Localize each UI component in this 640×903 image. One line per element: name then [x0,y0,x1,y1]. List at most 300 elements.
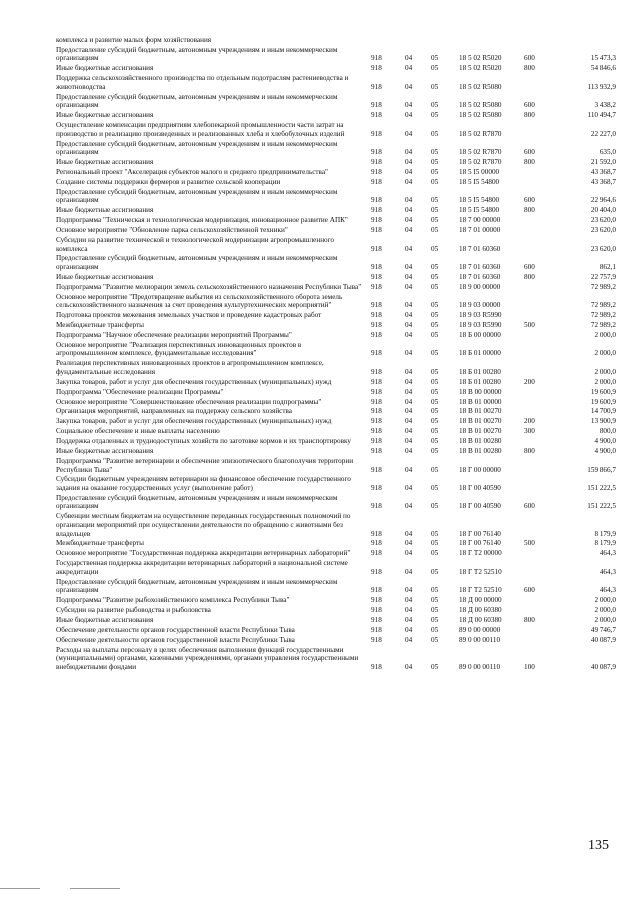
row-target-article: 18 7 01 60360 [459,272,501,281]
row-section: 04 [405,311,413,320]
row-target-article: 18 5 02 R7870 [459,148,502,157]
row-subsection: 05 [431,64,439,73]
table-row [56,168,616,177]
table-row [56,188,616,205]
row-ministry-code: 918 [371,447,382,456]
scan-edge [70,888,120,889]
row-ministry-code: 918 [371,226,382,235]
row-amount: 72 989,2 [590,311,616,320]
row-amount: 40 087,9 [590,635,616,644]
row-subsection: 05 [431,484,439,492]
row-target-article: 18 В 00 00000 [459,387,502,396]
row-subsection: 05 [431,596,439,605]
row-subsection: 05 [431,437,439,446]
row-name: Субсидии бюджетным учреждениям ветеринарии на финансовое обеспечение государственного задания на оказание государственных услуг (выполнение работ) [56,475,351,492]
row-section: 04 [405,447,413,456]
row-section: 04 [405,129,413,138]
row-section: 04 [405,625,413,634]
row-name: Иные бюджетные ассигнования [56,615,154,624]
table-row [56,359,616,376]
row-subsection: 05 [431,615,439,624]
row-section: 04 [405,549,413,558]
row-name: Расходы на выплаты персоналу в целях обеспечения выполнения функций государственными (муниципальными) органами, казенными учреждениями, органами управления государственными внебюджетными фондами [56,645,359,671]
row-amount: 2 000,0 [594,349,616,358]
row-section: 04 [405,82,413,91]
row-subsection: 05 [431,502,439,511]
row-amount: 464,3 [599,586,616,595]
table-row [56,283,616,292]
row-ministry-code: 918 [371,606,382,615]
row-section: 04 [405,407,413,416]
row-subsection: 05 [431,567,439,576]
row-target-article: 18 Б 00 00000 [459,330,501,339]
row-name: комплекса и развитие малых форм хозяйствования [56,36,212,44]
row-ministry-code: 918 [371,272,382,281]
row-expense-type: 800 [524,158,535,167]
row-subsection: 05 [431,216,439,225]
row-name: Предоставление субсидий бюджетным, автономным учреждениям и иным некоммерческим организациям [56,92,338,110]
row-section: 04 [405,586,413,595]
row-target-article: 18 В 01 00270 [459,407,502,416]
table-row [56,121,616,138]
table-row [56,111,616,120]
row-section: 04 [405,321,413,330]
row-amount: 113 932,9 [587,82,616,91]
row-ministry-code: 918 [371,484,382,492]
row-subsection: 05 [431,263,439,271]
row-ministry-code: 918 [371,311,382,320]
row-expense-type: 600 [524,101,535,110]
row-target-article: 18 5 02 R5080 [459,111,502,120]
row-ministry-code: 918 [371,625,382,634]
row-amount: 2 000,0 [594,330,616,339]
row-expense-type: 800 [524,615,535,624]
table-row [56,457,616,474]
row-section: 04 [405,282,413,291]
row-target-article: 18 5 02 R5020 [459,64,502,73]
row-section: 04 [405,216,413,225]
row-ministry-code: 918 [371,502,382,511]
row-subsection: 05 [431,177,439,186]
row-section: 04 [405,54,413,63]
row-subsection: 05 [431,662,439,671]
row-name: Закупка товаров, работ и услуг для обеспечения государственных (муниципальных) нужд [56,377,332,386]
row-name: Иные бюджетные ассигнования [56,64,154,73]
row-target-article: 18 5 02 R7870 [459,158,502,167]
row-subsection: 05 [431,111,439,120]
table-row [56,216,616,225]
row-ministry-code: 918 [371,82,382,91]
row-expense-type: 200 [524,377,535,386]
row-name: Обеспечение деятельности органов государственной власти Республики Тыва [56,625,295,634]
table-row [56,140,616,157]
row-subsection: 05 [431,417,439,426]
row-name: Подпрограмма "Развитие ветеринарии и обеспечение эпизоотического благополучия территории Республики Тыва" [56,456,354,474]
row-ministry-code: 918 [371,387,382,396]
row-ministry-code: 918 [371,549,382,558]
row-ministry-code: 918 [371,111,382,120]
table-row [56,321,616,330]
row-ministry-code: 918 [371,167,382,176]
row-subsection: 05 [431,167,439,176]
row-name: Межбюджетные трансферты [56,321,144,330]
row-name: Подпрограмма "Техническая и технологическая модернизация, инновационное развитие АПК" [56,216,348,225]
row-expense-type: 100 [524,662,535,671]
row-subsection: 05 [431,101,439,110]
row-amount: 151 222,5 [587,484,616,492]
budget-table [56,36,616,856]
table-row [56,636,616,645]
table-row [56,447,616,456]
row-amount: 54 846,6 [590,64,616,73]
row-expense-type: 800 [524,111,535,120]
row-subsection: 05 [431,635,439,644]
row-ministry-code: 918 [371,586,382,595]
row-name: Субсидии на развитие технической и технологической модернизации агропромышленного комплекса [56,235,335,253]
row-target-article: 18 Д 00 00000 [459,596,502,605]
row-section: 04 [405,635,413,644]
row-subsection: 05 [431,206,439,215]
row-expense-type: 600 [524,148,535,157]
row-section: 04 [405,148,413,157]
row-section: 04 [405,330,413,339]
row-target-article: 18 В 01 00270 [459,427,502,436]
row-amount: 40 087,9 [590,662,616,671]
row-amount: 8 179,9 [594,529,616,538]
row-ministry-code: 918 [371,244,382,253]
table-row [56,407,616,416]
row-ministry-code: 918 [371,465,382,474]
row-amount: 3 438,2 [594,101,616,110]
row-name: Предоставление субсидий бюджетным, автономным учреждениям и иным некоммерческим организациям [56,45,338,63]
table-row [56,93,616,110]
row-target-article: 18 В 01 00000 [459,397,502,406]
row-target-article: 18 Б 01 00280 [459,367,501,376]
row-amount: 21 592,0 [590,158,616,167]
row-target-article: 18 Г 00 00000 [459,465,501,474]
row-section: 04 [405,465,413,474]
table-row [56,331,616,340]
row-ministry-code: 918 [371,129,382,138]
row-section: 04 [405,397,413,406]
row-section: 04 [405,567,413,576]
row-target-article: 18 5 I5 54800 [459,196,500,205]
row-expense-type: 600 [524,54,535,63]
row-subsection: 05 [431,539,439,548]
row-target-article: 18 Г Т2 52510 [459,586,502,595]
row-target-article: 18 Д 00 60380 [459,606,502,615]
row-amount: 464,3 [599,549,616,558]
row-ministry-code: 918 [371,567,382,576]
row-name: Подготовка проектов межевания земельных участков и проведение кадастровых работ [56,311,322,320]
row-expense-type: 600 [524,196,535,205]
row-target-article: 18 5 02 R5020 [459,54,502,63]
row-name: Создание системы поддержки фермеров и развитие сельской кооперации [56,177,281,186]
row-section: 04 [405,387,413,396]
row-section: 04 [405,64,413,73]
row-ministry-code: 918 [371,397,382,406]
row-amount: 2 000,0 [594,596,616,605]
row-section: 04 [405,417,413,426]
row-section: 04 [405,662,413,671]
table-row [56,254,616,271]
row-subsection: 05 [431,529,439,538]
row-subsection: 05 [431,321,439,330]
row-amount: 15 473,3 [590,54,616,63]
table-row [56,388,616,397]
row-subsection: 05 [431,427,439,436]
page-number: 135 [588,838,609,853]
row-subsection: 05 [431,549,439,558]
row-ministry-code: 918 [371,529,382,538]
table-row [56,273,616,282]
row-target-article: 18 9 00 00000 [459,282,501,291]
table-row [56,64,616,73]
row-target-article: 18 9 03 R5990 [459,321,502,330]
row-ministry-code: 918 [371,177,382,186]
row-section: 04 [405,226,413,235]
row-ministry-code: 918 [371,596,382,605]
row-name: Обеспечение деятельности органов государственной власти Республики Тыва [56,635,295,644]
row-amount: 464,3 [599,567,616,576]
table-row [56,596,616,605]
row-ministry-code: 918 [371,407,382,416]
row-subsection: 05 [431,129,439,138]
row-expense-type: 600 [524,502,535,511]
table-row [56,427,616,436]
table-row [56,378,616,387]
table-row [56,616,616,625]
row-expense-type: 800 [524,447,535,456]
row-expense-type: 800 [524,64,535,73]
row-name: Предоставление субсидий бюджетным, автономным учреждениям и иным некоммерческим организациям [56,254,338,271]
row-amount: 2 000,0 [594,377,616,386]
row-name: Региональный проект "Акселерация субъектов малого и среднего предпринимательства" [56,167,328,176]
row-target-article: 18 5 I5 00000 [459,167,500,176]
row-name: Закупка товаров, работ и услуг для обеспечения государственных (муниципальных) нужд [56,417,332,426]
row-amount: 862,1 [599,263,616,271]
row-target-article: 18 9 03 00000 [459,301,501,310]
row-ministry-code: 918 [371,662,382,671]
row-ministry-code: 918 [371,301,382,310]
row-ministry-code: 918 [371,635,382,644]
row-target-article: 18 5 I5 54800 [459,206,500,215]
row-target-article: 18 Д 00 60380 [459,615,502,624]
row-subsection: 05 [431,465,439,474]
row-amount: 23 620,0 [590,216,616,225]
row-ministry-code: 918 [371,349,382,358]
row-target-article: 18 7 01 60360 [459,244,501,253]
row-target-article: 89 0 00 00110 [459,662,501,671]
row-section: 04 [405,206,413,215]
table-row [56,178,616,187]
row-section: 04 [405,502,413,511]
row-subsection: 05 [431,272,439,281]
table-row [56,36,616,45]
table-row [56,559,616,576]
row-target-article: 89 0 00 00000 [459,625,501,634]
table-row [56,539,616,548]
row-name: Социальное обеспечение и иные выплаты населению [56,427,220,436]
row-ministry-code: 918 [371,148,382,157]
table-row [56,646,616,672]
row-target-article: 18 Г 00 76140 [459,539,501,548]
row-target-article: 18 9 03 R5990 [459,311,502,320]
row-subsection: 05 [431,397,439,406]
row-name: Иные бюджетные ассигнования [56,272,154,281]
row-target-article: 18 5 02 R5080 [459,82,502,91]
table-row [56,293,616,310]
row-name: Подпрограмма "Развитие мелиорации земель сельскохозяйственного назначения Республики Тыва" [56,282,362,291]
row-amount: 2 000,0 [594,615,616,624]
row-expense-type: 500 [524,321,535,330]
row-name: Организация мероприятий, направленных на поддержку сельского хозяйства [56,407,292,416]
row-subsection: 05 [431,625,439,634]
row-section: 04 [405,167,413,176]
row-amount: 110 494,7 [587,111,616,120]
row-subsection: 05 [431,311,439,320]
row-expense-type: 500 [524,539,535,548]
row-ministry-code: 918 [371,417,382,426]
table-row [56,158,616,167]
row-subsection: 05 [431,82,439,91]
row-name: Субсидии на развитие рыбоводства и рыболовства [56,606,211,615]
row-name: Основное мероприятие "Реализация перспективных инновационных проектов в агропромышленном комплексе, фундаментальные исследования" [56,340,302,358]
row-name: Государственная поддержка аккредитации ветеринарных лабораторий в национальной системе аккредитации [56,559,348,576]
row-amount: 23 620,0 [590,226,616,235]
row-subsection: 05 [431,330,439,339]
row-subsection: 05 [431,54,439,63]
row-target-article: 18 Г Т2 52510 [459,567,502,576]
row-ministry-code: 918 [371,427,382,436]
row-amount: 72 989,2 [590,282,616,291]
row-name: Предоставление субсидий бюджетным, автономным учреждениям и иным некоммерческим организациям [56,577,338,595]
row-amount: 2 000,0 [594,606,616,615]
table-row [56,475,616,492]
row-target-article: 18 Б 01 00280 [459,377,501,386]
table-row [56,549,616,558]
row-ministry-code: 918 [371,64,382,73]
table-row [56,398,616,407]
row-name: Основное мероприятие "Предотвращение выбытия из сельскохозяйственного оборота земель сельскохозяйственного назначения за счет проведения культуртехнических мероприятий" [56,292,343,310]
row-target-article: 18 Г 00 76140 [459,529,501,538]
row-amount: 151 222,5 [587,502,616,511]
row-amount: 49 746,7 [590,625,616,634]
table-row [56,74,616,91]
row-ministry-code: 918 [371,615,382,624]
row-section: 04 [405,301,413,310]
row-subsection: 05 [431,447,439,456]
row-subsection: 05 [431,148,439,157]
row-amount: 22 227,0 [590,129,616,138]
row-section: 04 [405,437,413,446]
row-amount: 22 964,6 [590,196,616,205]
row-subsection: 05 [431,196,439,205]
row-section: 04 [405,427,413,436]
table-row [56,626,616,635]
row-name: Основное мероприятие "Обновление парка сельскохозяйственной техники" [56,226,288,235]
row-section: 04 [405,177,413,186]
row-name: Иные бюджетные ассигнования [56,158,154,167]
row-subsection: 05 [431,158,439,167]
row-amount: 4 900,0 [594,447,616,456]
row-ministry-code: 918 [371,330,382,339]
row-target-article: 18 7 00 00000 [459,216,501,225]
row-ministry-code: 918 [371,54,382,63]
row-target-article: 18 В 01 00280 [459,437,502,446]
row-ministry-code: 918 [371,321,382,330]
row-amount: 72 989,2 [590,301,616,310]
table-row [56,578,616,595]
row-amount: 20 404,0 [590,206,616,215]
table-row [56,226,616,235]
row-target-article: 18 7 01 60360 [459,263,501,271]
row-target-article: 18 Г Т2 00000 [459,549,502,558]
row-name: Реализация перспективных инновационных проектов в агропромышленном комплексе, фундаментальные исследования [56,359,324,376]
row-section: 04 [405,111,413,120]
scan-edge [0,888,40,889]
table-row [56,606,616,615]
table-row [56,437,616,446]
row-name: Субвенции местным бюджетам на осуществление переданных государственных полномочий по организации мероприятий при осуществлении деятельности по обращению с животными без владельцев [56,512,351,538]
table-row [56,206,616,215]
row-name: Иные бюджетные ассигнования [56,206,154,215]
row-section: 04 [405,349,413,358]
row-target-article: 18 5 02 R7870 [459,129,502,138]
row-target-article: 18 7 01 00000 [459,226,501,235]
row-section: 04 [405,615,413,624]
row-amount: 8 179,9 [594,539,616,548]
row-name: Иные бюджетные ассигнования [56,447,154,456]
row-amount: 43 368,7 [590,167,616,176]
row-name: Подпрограмма "Научное обеспечение реализации мероприятий Программы" [56,330,292,339]
row-subsection: 05 [431,606,439,615]
row-name: Подпрограмма "Развитие рыбохозяйственного комплекса Республики Тыва" [56,596,290,605]
row-amount: 22 757,9 [590,272,616,281]
row-section: 04 [405,377,413,386]
row-expense-type: 200 [524,417,535,426]
row-section: 04 [405,484,413,492]
row-amount: 4 900,0 [594,437,616,446]
row-section: 04 [405,196,413,205]
row-name: Основное мероприятие "Совершенствование обеспечения реализации подпрограммы" [56,397,322,406]
row-target-article: 18 5 02 R5080 [459,101,502,110]
row-name: Межбюджетные трансферты [56,539,144,548]
row-name: Предоставление субсидий бюджетным, автономным учреждениям и иным некоммерческим организациям [56,139,338,157]
row-subsection: 05 [431,586,439,595]
row-ministry-code: 918 [371,367,382,376]
row-section: 04 [405,367,413,376]
row-ministry-code: 918 [371,196,382,205]
row-ministry-code: 918 [371,539,382,548]
row-target-article: 18 5 I5 54800 [459,177,500,186]
row-target-article: 18 В 01 00280 [459,447,502,456]
row-name: Предоставление субсидий бюджетным, автономным учреждениям и иным некоммерческим организациям [56,187,338,205]
row-target-article: 18 Г 00 40590 [459,484,501,492]
row-amount: 19 600,9 [590,387,616,396]
row-target-article: 18 Б 01 00000 [459,349,501,358]
row-section: 04 [405,272,413,281]
row-amount: 72 989,2 [590,321,616,330]
table-row [56,46,616,63]
row-amount: 800,0 [599,427,616,436]
row-amount: 2 000,0 [594,367,616,376]
row-name: Поддержка отдаленных и труднодоступных хозяйств по заготовке кормов и их транспортировку [56,437,351,446]
row-section: 04 [405,539,413,548]
row-expense-type: 300 [524,427,535,436]
row-ministry-code: 918 [371,101,382,110]
row-amount: 14 700,9 [590,407,616,416]
